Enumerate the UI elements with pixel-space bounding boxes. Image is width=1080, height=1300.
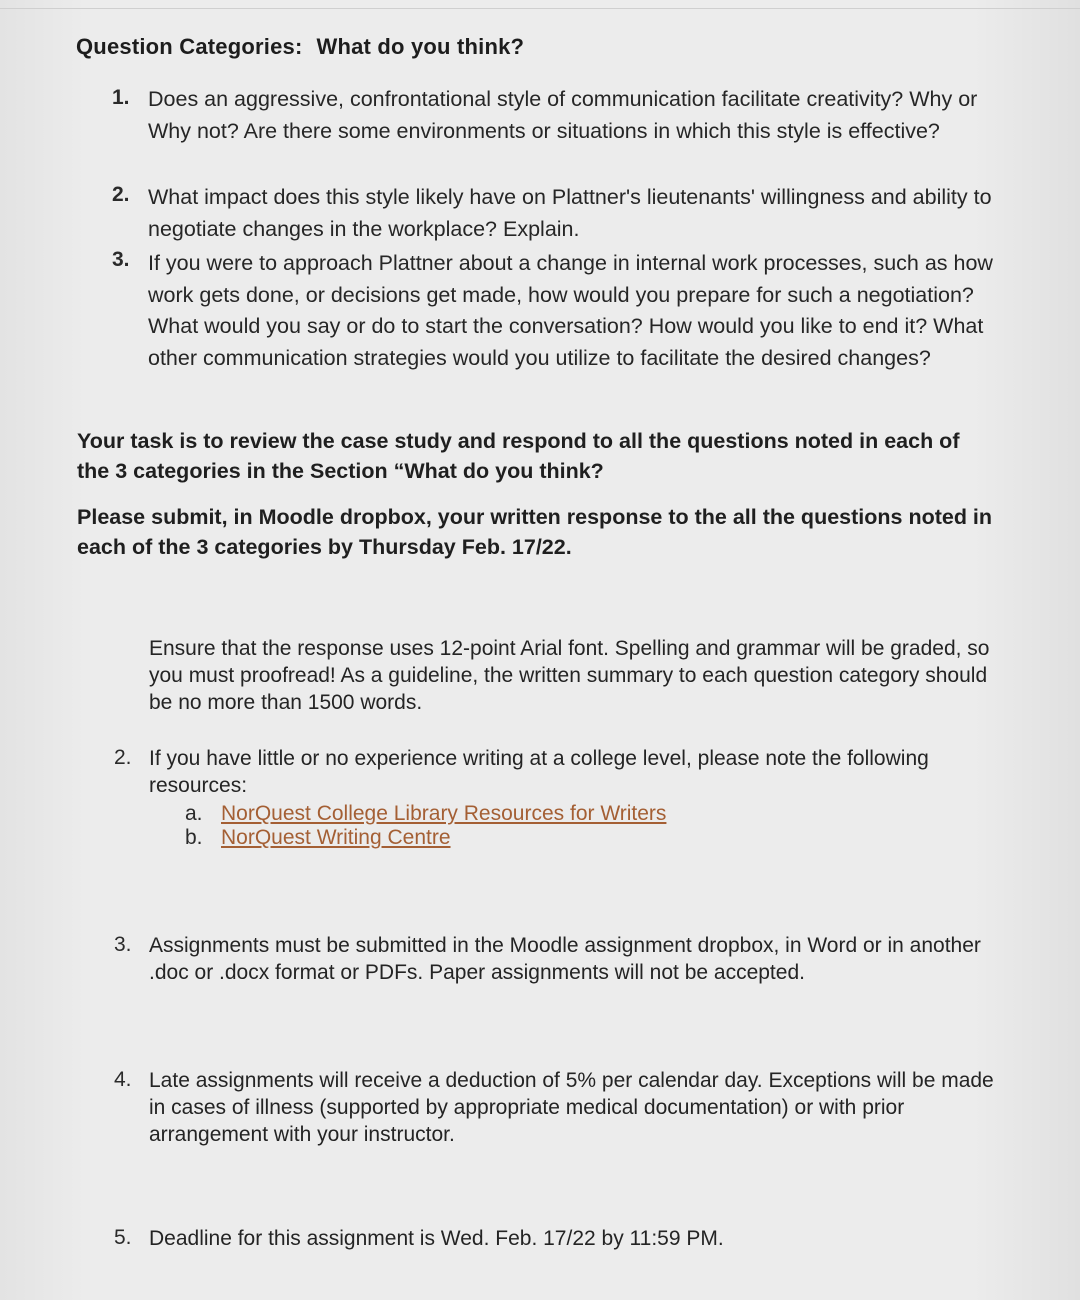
page-top-border <box>0 8 1080 9</box>
instruction-2-number: 2. <box>114 746 132 769</box>
instruction-5-number: 5. <box>114 1226 132 1249</box>
question-3-number: 3. <box>112 248 130 271</box>
instruction-2-text: If you have little or no experience writing at a college level, please note the following resources: <box>149 747 929 797</box>
question-2-number: 2. <box>112 183 130 206</box>
question-3-text: If you were to approach Plattner about a change in internal work processes, such as how work gets done, or decisions get made, how would you prepare for such a negotiation? What would you say or do to start the conversation? How would you like to end it? What other communication strategies would you utilize to facilitate the desired changes? <box>148 251 993 370</box>
resource-item-a <box>185 802 666 826</box>
question-1-text: Does an aggressive, confrontational style of communication facilitate creativity? Why or Why not? Are there some environments or situations in which this style is effective? <box>148 87 978 143</box>
question-1-number: 1. <box>112 86 130 109</box>
instruction-3-number: 3. <box>114 933 132 956</box>
library-resources-link[interactable]: NorQuest College Library Resources for Writers <box>221 802 667 825</box>
writing-centre-link[interactable]: NorQuest Writing Centre <box>221 826 451 849</box>
font-requirement-note: Ensure that the response uses 12-point Arial font. Spelling and grammar will be graded, so you must proofread! As a guideline, the written summary to each question category should be no more than 1500 words. <box>149 637 990 714</box>
submit-paragraph: Please submit, in Moodle dropbox, your written response to the all the questions noted in each of the 3 categories by Thursday Feb. 17/22. <box>77 505 993 559</box>
section-heading <box>76 34 524 60</box>
instruction-3-text: Assignments must be submitted in the Moodle assignment dropbox, in Word or in another .doc or .docx format or PDFs. Paper assignments will not be accepted. <box>149 934 981 984</box>
instruction-4-number: 4. <box>114 1068 132 1091</box>
resource-b-marker: b. <box>185 826 203 849</box>
resource-item-b <box>185 826 451 850</box>
task-paragraph: Your task is to review the case study and respond to all the questions noted in each of the 3 categories in the Section “What do you think? <box>77 429 960 483</box>
instruction-4-text: Late assignments will receive a deduction of 5% per calendar day. Exceptions will be made in cases of illness (supported by appropriate medical documentation) or with prior arrangement with your instructor. <box>149 1069 994 1146</box>
heading-question: What do you think? <box>316 34 525 59</box>
question-2-text: What impact does this style likely have on Plattner's lieutenants' willingness and ability to negotiate changes in the workplace? Explain. <box>148 185 992 241</box>
instruction-5-text: Deadline for this assignment is Wed. Feb. 17/22 by 11:59 PM. <box>149 1227 724 1250</box>
heading-label: Question Categories: <box>76 34 303 59</box>
resource-a-marker: a. <box>185 802 203 825</box>
